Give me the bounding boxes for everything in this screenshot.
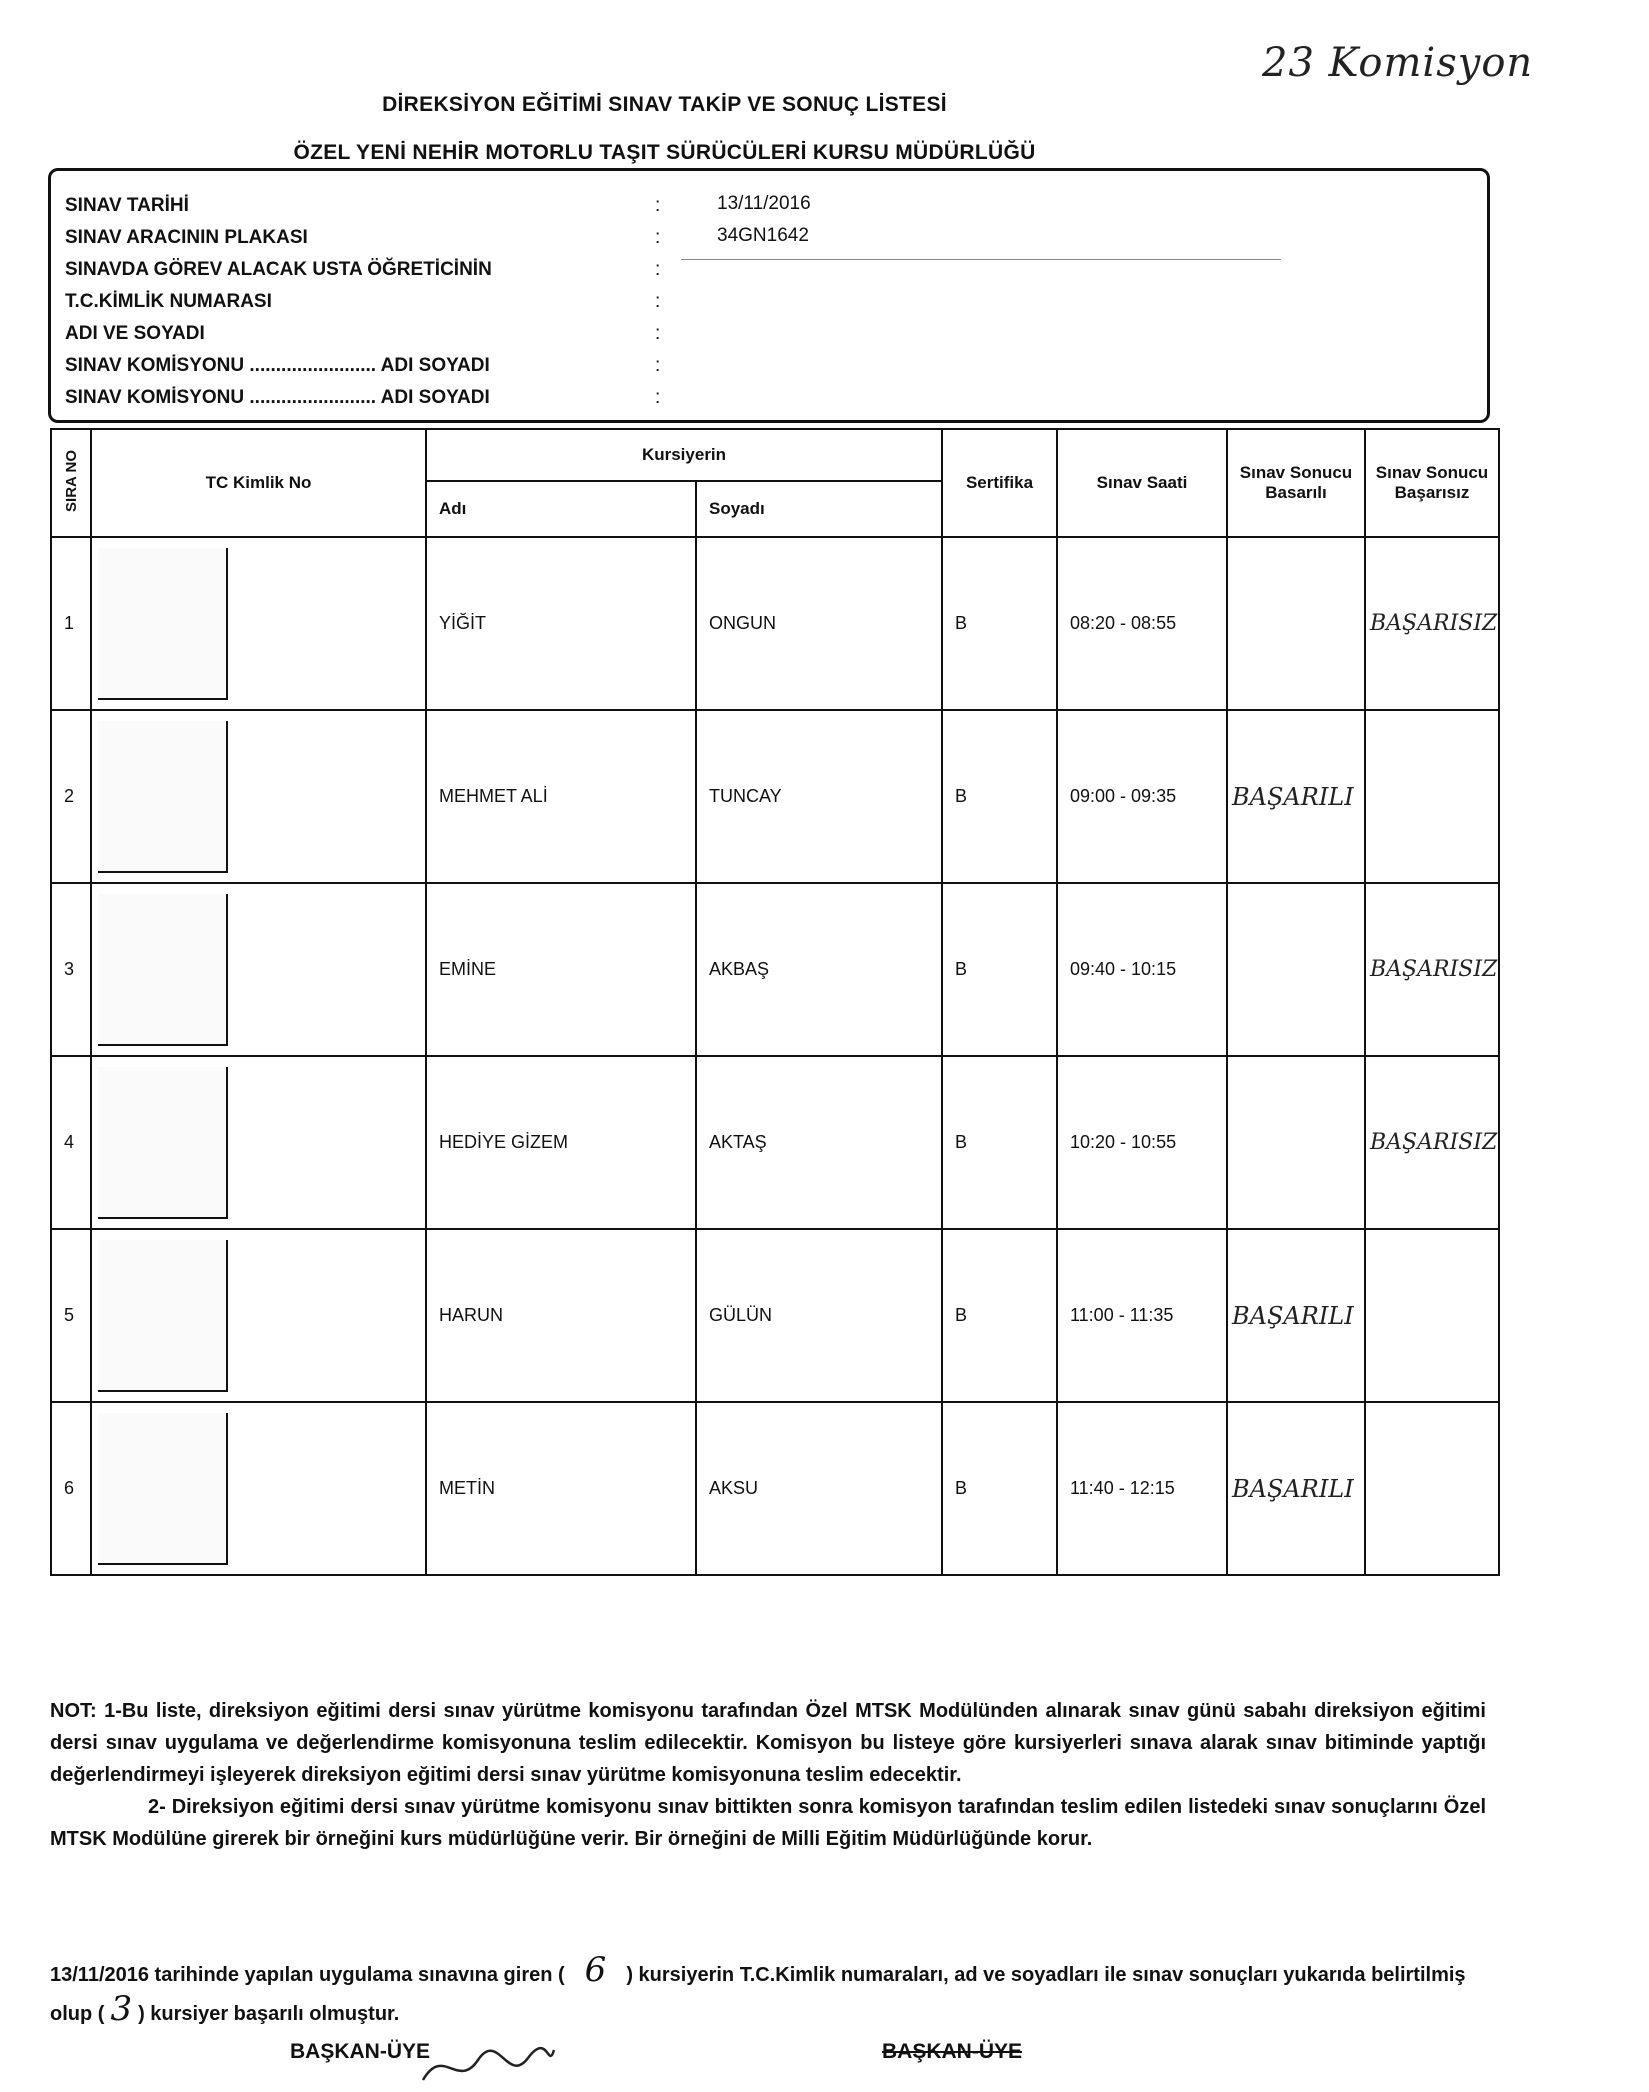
header-sinav-saati: Sınav Saati	[1057, 429, 1227, 537]
student-first-name: HARUN	[426, 1229, 696, 1402]
result-passed: BAŞARILI	[1227, 1402, 1365, 1575]
note-1: NOT: 1-Bu liste, direksiyon eğitimi dersi sınav yürütme komisyonu tarafından Özel MTSK Modülünden alınarak sınav günü sabahı direksiyon eğitimi dersi sınav uygulama ve değerlendirme komisyonuna teslim edilecektir. Komisyon bu listeye göre kursiyerleri sınava alarak sınav bitiminde yaptığı değerlendirmeyi işleyerek direksiyon eğitimi dersi sınav yürütme komisyonuna teslim edecektir.	[50, 1700, 1486, 1786]
signature-label-right: BAŞKAN-ÜYE	[882, 2040, 1023, 2063]
photo-cell	[91, 710, 426, 883]
note-block	[50, 1695, 1486, 1855]
header-sira-no: SIRA NO	[51, 429, 91, 537]
header-soyadi: Soyadı	[696, 481, 942, 537]
info-label: SINAV TARİHİ	[65, 195, 189, 216]
student-last-name: TUNCAY	[696, 710, 942, 883]
certificate-class: B	[942, 1402, 1057, 1575]
info-colon: :	[655, 227, 661, 248]
student-first-name: YİĞİT	[426, 537, 696, 710]
student-last-name: AKTAŞ	[696, 1056, 942, 1229]
table-row	[51, 1229, 1499, 1402]
summary-part-3: ) kursiyer başarılı olmuştur.	[138, 2003, 400, 2025]
table-row	[51, 537, 1499, 710]
photo-cell	[91, 537, 426, 710]
note-2: 2- Direksiyon eğitimi dersi sınav yürütme komisyonu sınav bittikten sonra komisyon tarafından teslim edilen listedeki sınav sonuçlarını Özel MTSK Modülüne girerek bir örneğini kurs müdürlüğüne verir. Bir örneğini de Milli Eğitim Müdürlüğünde korur.	[50, 1796, 1486, 1850]
header-tc-kimlik: TC Kimlik No	[91, 429, 426, 537]
photo-cell	[91, 1402, 426, 1575]
table-row	[51, 1402, 1499, 1575]
result-failed	[1365, 710, 1499, 883]
certificate-class: B	[942, 537, 1057, 710]
total-count-handwritten: 6	[584, 1950, 607, 1990]
table-row	[51, 883, 1499, 1056]
exam-time: 10:20 - 10:55	[1057, 1056, 1227, 1229]
student-last-name: GÜLÜN	[696, 1229, 942, 1402]
student-last-name: AKSU	[696, 1402, 942, 1575]
exam-time: 08:20 - 08:55	[1057, 537, 1227, 710]
row-number: 2	[51, 710, 91, 883]
corner-handwritten-note: 23 Komisyon	[1262, 40, 1534, 86]
row-number: 6	[51, 1402, 91, 1575]
exam-time: 11:00 - 11:35	[1057, 1229, 1227, 1402]
table-row	[51, 710, 1499, 883]
student-photo	[98, 721, 228, 873]
info-colon: :	[655, 387, 661, 408]
info-colon: :	[655, 323, 661, 344]
result-failed	[1365, 1229, 1499, 1402]
result-failed	[1365, 1402, 1499, 1575]
row-number: 4	[51, 1056, 91, 1229]
certificate-class: B	[942, 710, 1057, 883]
result-passed: BAŞARILI	[1227, 1229, 1365, 1402]
header-basarili: Sınav Sonucu Basarılı	[1227, 429, 1365, 537]
student-photo	[98, 1240, 228, 1392]
result-passed	[1227, 537, 1365, 710]
result-passed	[1227, 1056, 1365, 1229]
info-label: SINAV KOMİSYONU ........................ ADI SOYADI	[65, 355, 490, 376]
student-photo	[98, 1067, 228, 1219]
info-value-plate: 34GN1642	[717, 225, 809, 246]
summary-part-1: 13/11/2016 tarihinde yapılan uygulama sınavına giren (	[50, 1964, 565, 1986]
photo-cell	[91, 1229, 426, 1402]
student-first-name: METİN	[426, 1402, 696, 1575]
student-photo	[98, 1413, 228, 1565]
info-label: T.C.KİMLİK NUMARASI	[65, 291, 272, 312]
result-failed: BAŞARISIZ	[1365, 1056, 1499, 1229]
exam-time: 09:00 - 09:35	[1057, 710, 1227, 883]
info-label: SINAV ARACININ PLAKASI	[65, 227, 308, 248]
exam-results-table	[50, 428, 1500, 1576]
info-label: ADI VE SOYADI	[65, 323, 205, 344]
result-failed: BAŞARISIZ	[1365, 537, 1499, 710]
student-photo	[98, 894, 228, 1046]
student-first-name: MEHMET ALİ	[426, 710, 696, 883]
info-colon: :	[655, 355, 661, 376]
document-title: DİREKSİYON EĞİTİMİ SINAV TAKİP VE SONUÇ LİSTESİ	[382, 93, 947, 116]
exam-info-box	[48, 168, 1490, 423]
student-first-name: HEDİYE GİZEM	[426, 1056, 696, 1229]
photo-cell	[91, 1056, 426, 1229]
student-last-name: AKBAŞ	[696, 883, 942, 1056]
certificate-class: B	[942, 1056, 1057, 1229]
exam-time: 09:40 - 10:15	[1057, 883, 1227, 1056]
exam-time: 11:40 - 12:15	[1057, 1402, 1227, 1575]
passed-count-handwritten: 3	[110, 1989, 133, 2029]
summary-part-2: ) kursiyerin T.C.Kimlik numaraları, ad ve soyadları ile sınav sonuçları yukarıda belirtilmiş olup (	[50, 1964, 1466, 2025]
info-label: SINAVDA GÖREV ALACAK USTA ÖĞRETİCİNİN	[65, 259, 492, 280]
info-colon: :	[655, 291, 661, 312]
signature-label-left: BAŞKAN-ÜYE	[290, 2040, 431, 2063]
row-number: 3	[51, 883, 91, 1056]
header-basarisiz: Sınav Sonucu Başarısız	[1365, 429, 1499, 537]
photo-cell	[91, 883, 426, 1056]
student-first-name: EMİNE	[426, 883, 696, 1056]
info-colon: :	[655, 259, 661, 280]
student-photo	[98, 548, 228, 700]
student-last-name: ONGUN	[696, 537, 942, 710]
signature-scribble	[418, 2040, 558, 2092]
row-number: 5	[51, 1229, 91, 1402]
info-label: SINAV KOMİSYONU ........................ ADI SOYADI	[65, 387, 490, 408]
document-subtitle: ÖZEL YENİ NEHİR MOTORLU TAŞIT SÜRÜCÜLERİ KURSU MÜDÜRLÜĞÜ	[293, 141, 1036, 164]
header-adi: Adı	[426, 481, 696, 537]
result-passed: BAŞARILI	[1227, 710, 1365, 883]
certificate-class: B	[942, 883, 1057, 1056]
info-underline	[681, 259, 1281, 260]
header-kursiyerin: Kursiyerin	[426, 429, 942, 481]
info-value-exam-date: 13/11/2016	[717, 193, 811, 214]
row-number: 1	[51, 537, 91, 710]
summary-statement	[50, 1950, 1486, 2031]
result-failed: BAŞARISIZ	[1365, 883, 1499, 1056]
header-sertifika: Sertifika	[942, 429, 1057, 537]
table-row	[51, 1056, 1499, 1229]
certificate-class: B	[942, 1229, 1057, 1402]
result-passed	[1227, 883, 1365, 1056]
info-colon: :	[655, 195, 661, 216]
